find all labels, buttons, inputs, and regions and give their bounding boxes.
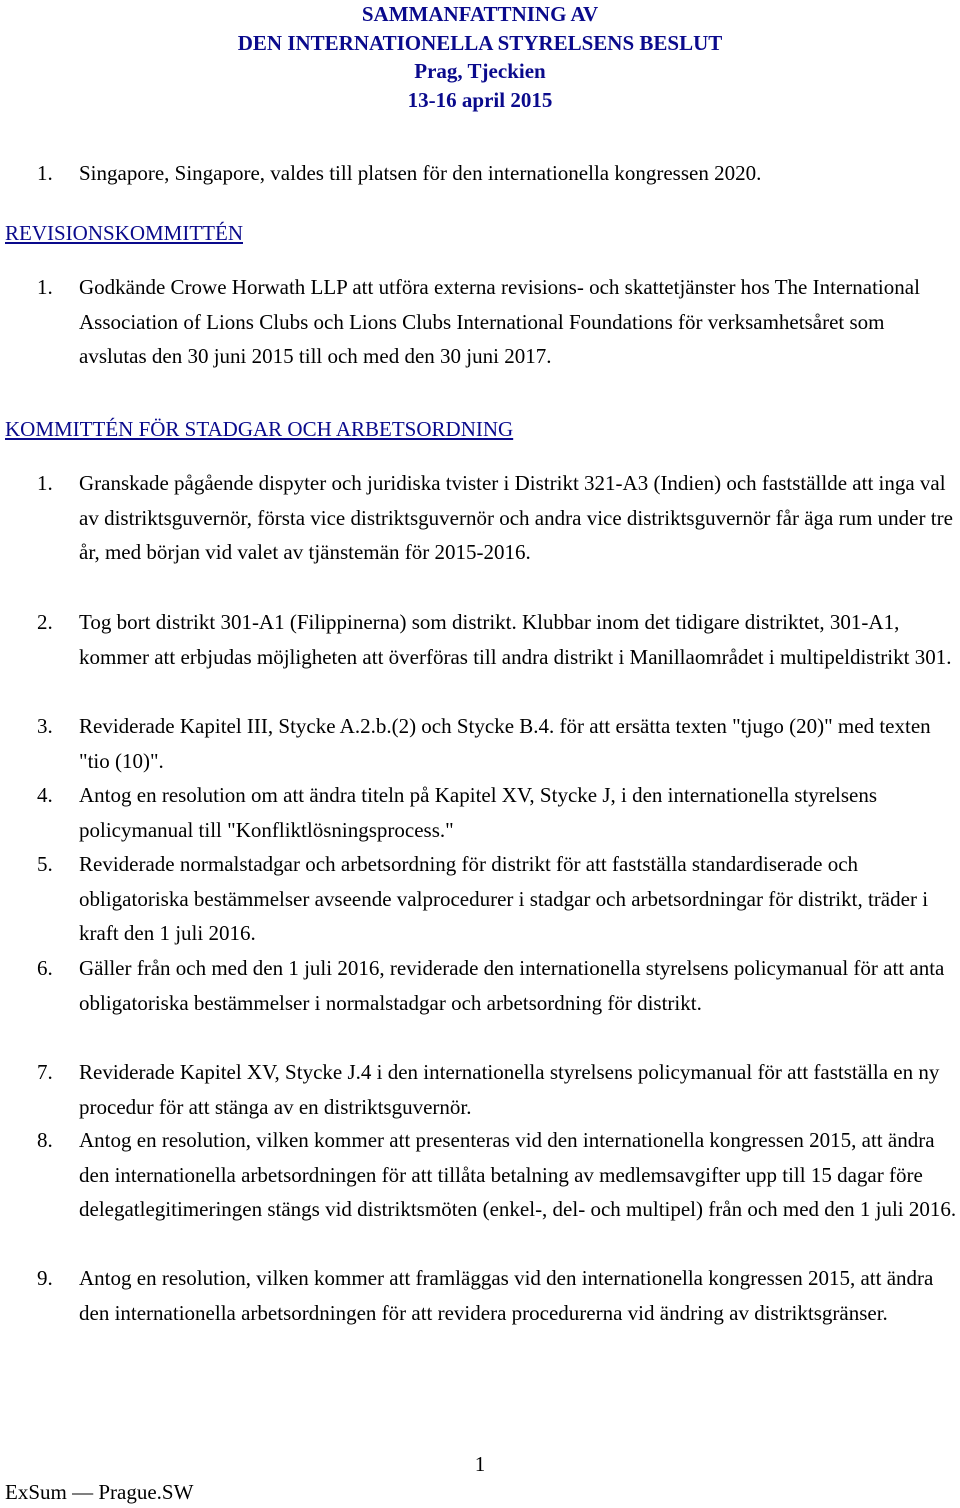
list-text: Gäller från och med den 1 juli 2016, reviderade den internationella styrelsens policymanual för att anta obligatoriska bestämmelser i normalstadgar och arbetsordning för distrikt. [79, 956, 945, 1015]
statutes-item-5 [5, 847, 957, 951]
statutes-item-2 [5, 605, 957, 674]
page-number: 1 [474, 1452, 486, 1476]
list-text: Antog en resolution om att ändra titeln på Kapitel XV, Stycke J, i den internationella styrelsens policymanual till "Konfliktlösningsprocess." [79, 783, 878, 842]
title-line-1: SAMMANFATTNING AV [361, 2, 599, 26]
list-number: 3. [37, 714, 53, 738]
document-title [0, 0, 960, 114]
list-number: 7. [37, 1060, 53, 1084]
list-number: 6. [37, 956, 53, 980]
title-line-4: 13-16 april 2015 [407, 87, 553, 112]
statutes-item-8 [5, 1123, 957, 1227]
section-heading-statutes: KOMMITTÉN FÖR STADGAR OCH ARBETSORDNING [5, 417, 514, 441]
list-text: Tog bort distrikt 301-A1 (Filippinerna) som distrikt. Klubbar inom det tidigare distriktet, 301-A1, kommer att erbjudas möjligheten att överföras till andra distrikt i Manillaområdet i multipeldistrikt 301. [79, 610, 952, 669]
list-text: Singapore, Singapore, valdes till platsen för den internationella kongressen 2020. [79, 161, 762, 185]
list-text: Reviderade Kapitel XV, Stycke J.4 i den internationella styrelsens policymanual för att fastställa en ny procedur för att stänga av en distriktsguvernör. [79, 1060, 940, 1119]
intro-item [5, 156, 957, 191]
list-number: 2. [37, 610, 53, 634]
revision-item-1 [5, 270, 957, 374]
list-number: 5. [37, 852, 53, 876]
list-text: Antog en resolution, vilken kommer att framläggas vid den internationella kongressen 2015, att ändra den internationella arbetsordningen för att revidera procedurerna vid ändring av distriktsgränser. [79, 1266, 934, 1325]
title-line-3: Prag, Tjeckien [414, 59, 546, 83]
statutes-item-7 [5, 1055, 957, 1124]
statutes-item-9 [5, 1261, 957, 1330]
list-text: Granskade pågående dispyter och juridiska tvister i Distrikt 321-A3 (Indien) och fastställde att inga val av distriktsguvernör, första vice distriktsguvernör och andra vice distriktsguvernör får äga rum under tre år, med början vid valet av tjänstemän för 2015-2016. [79, 471, 953, 564]
list-number: 4. [37, 783, 53, 807]
statutes-item-4 [5, 778, 957, 847]
list-text: Antog en resolution, vilken kommer att presenteras vid den internationella kongressen 2015, att ändra den internationella arbetsordningen för att tillåta betalning av medlemsavgifter upp till 15 dagar före delegatlegitimeringen stängs vid distriktsmöten (enkel-, del- och multipel) från och med den 1 juli 2016. [79, 1128, 957, 1221]
footer-file-name: ExSum — Prague.SW [5, 1480, 194, 1504]
list-text: Reviderade normalstadgar och arbetsordning för distrikt för att fastställa standardiserade och obligatoriska bestämmelser avseende valprocedurer i stadgar och arbetsordningar för distrikt, träder i kraft den 1 juli 2016. [79, 852, 929, 945]
statutes-item-3 [5, 709, 957, 778]
statutes-item-1 [5, 466, 957, 570]
list-number: 9. [37, 1266, 53, 1290]
list-number: 1. [37, 161, 53, 185]
list-number: 1. [37, 471, 53, 495]
list-number: 1. [37, 275, 53, 299]
list-number: 8. [37, 1128, 53, 1152]
section-heading-revision: REVISIONSKOMMITTÉN [5, 221, 243, 245]
list-text: Godkände Crowe Horwath LLP att utföra externa revisions- och skattetjänster hos The International Association of Lions Clubs och Lions Clubs International Foundations för verksamhetsåret som avslutas den 30 juni 2015 till och med den 30 juni 2017. [79, 275, 920, 368]
statutes-item-6 [5, 951, 957, 1020]
list-text: Reviderade Kapitel III, Stycke A.2.b.(2) och Stycke B.4. för att ersätta texten "tjugo (20)" med texten "tio (10)". [79, 714, 931, 773]
title-line-2: DEN INTERNATIONELLA STYRELSENS BESLUT [237, 30, 723, 55]
